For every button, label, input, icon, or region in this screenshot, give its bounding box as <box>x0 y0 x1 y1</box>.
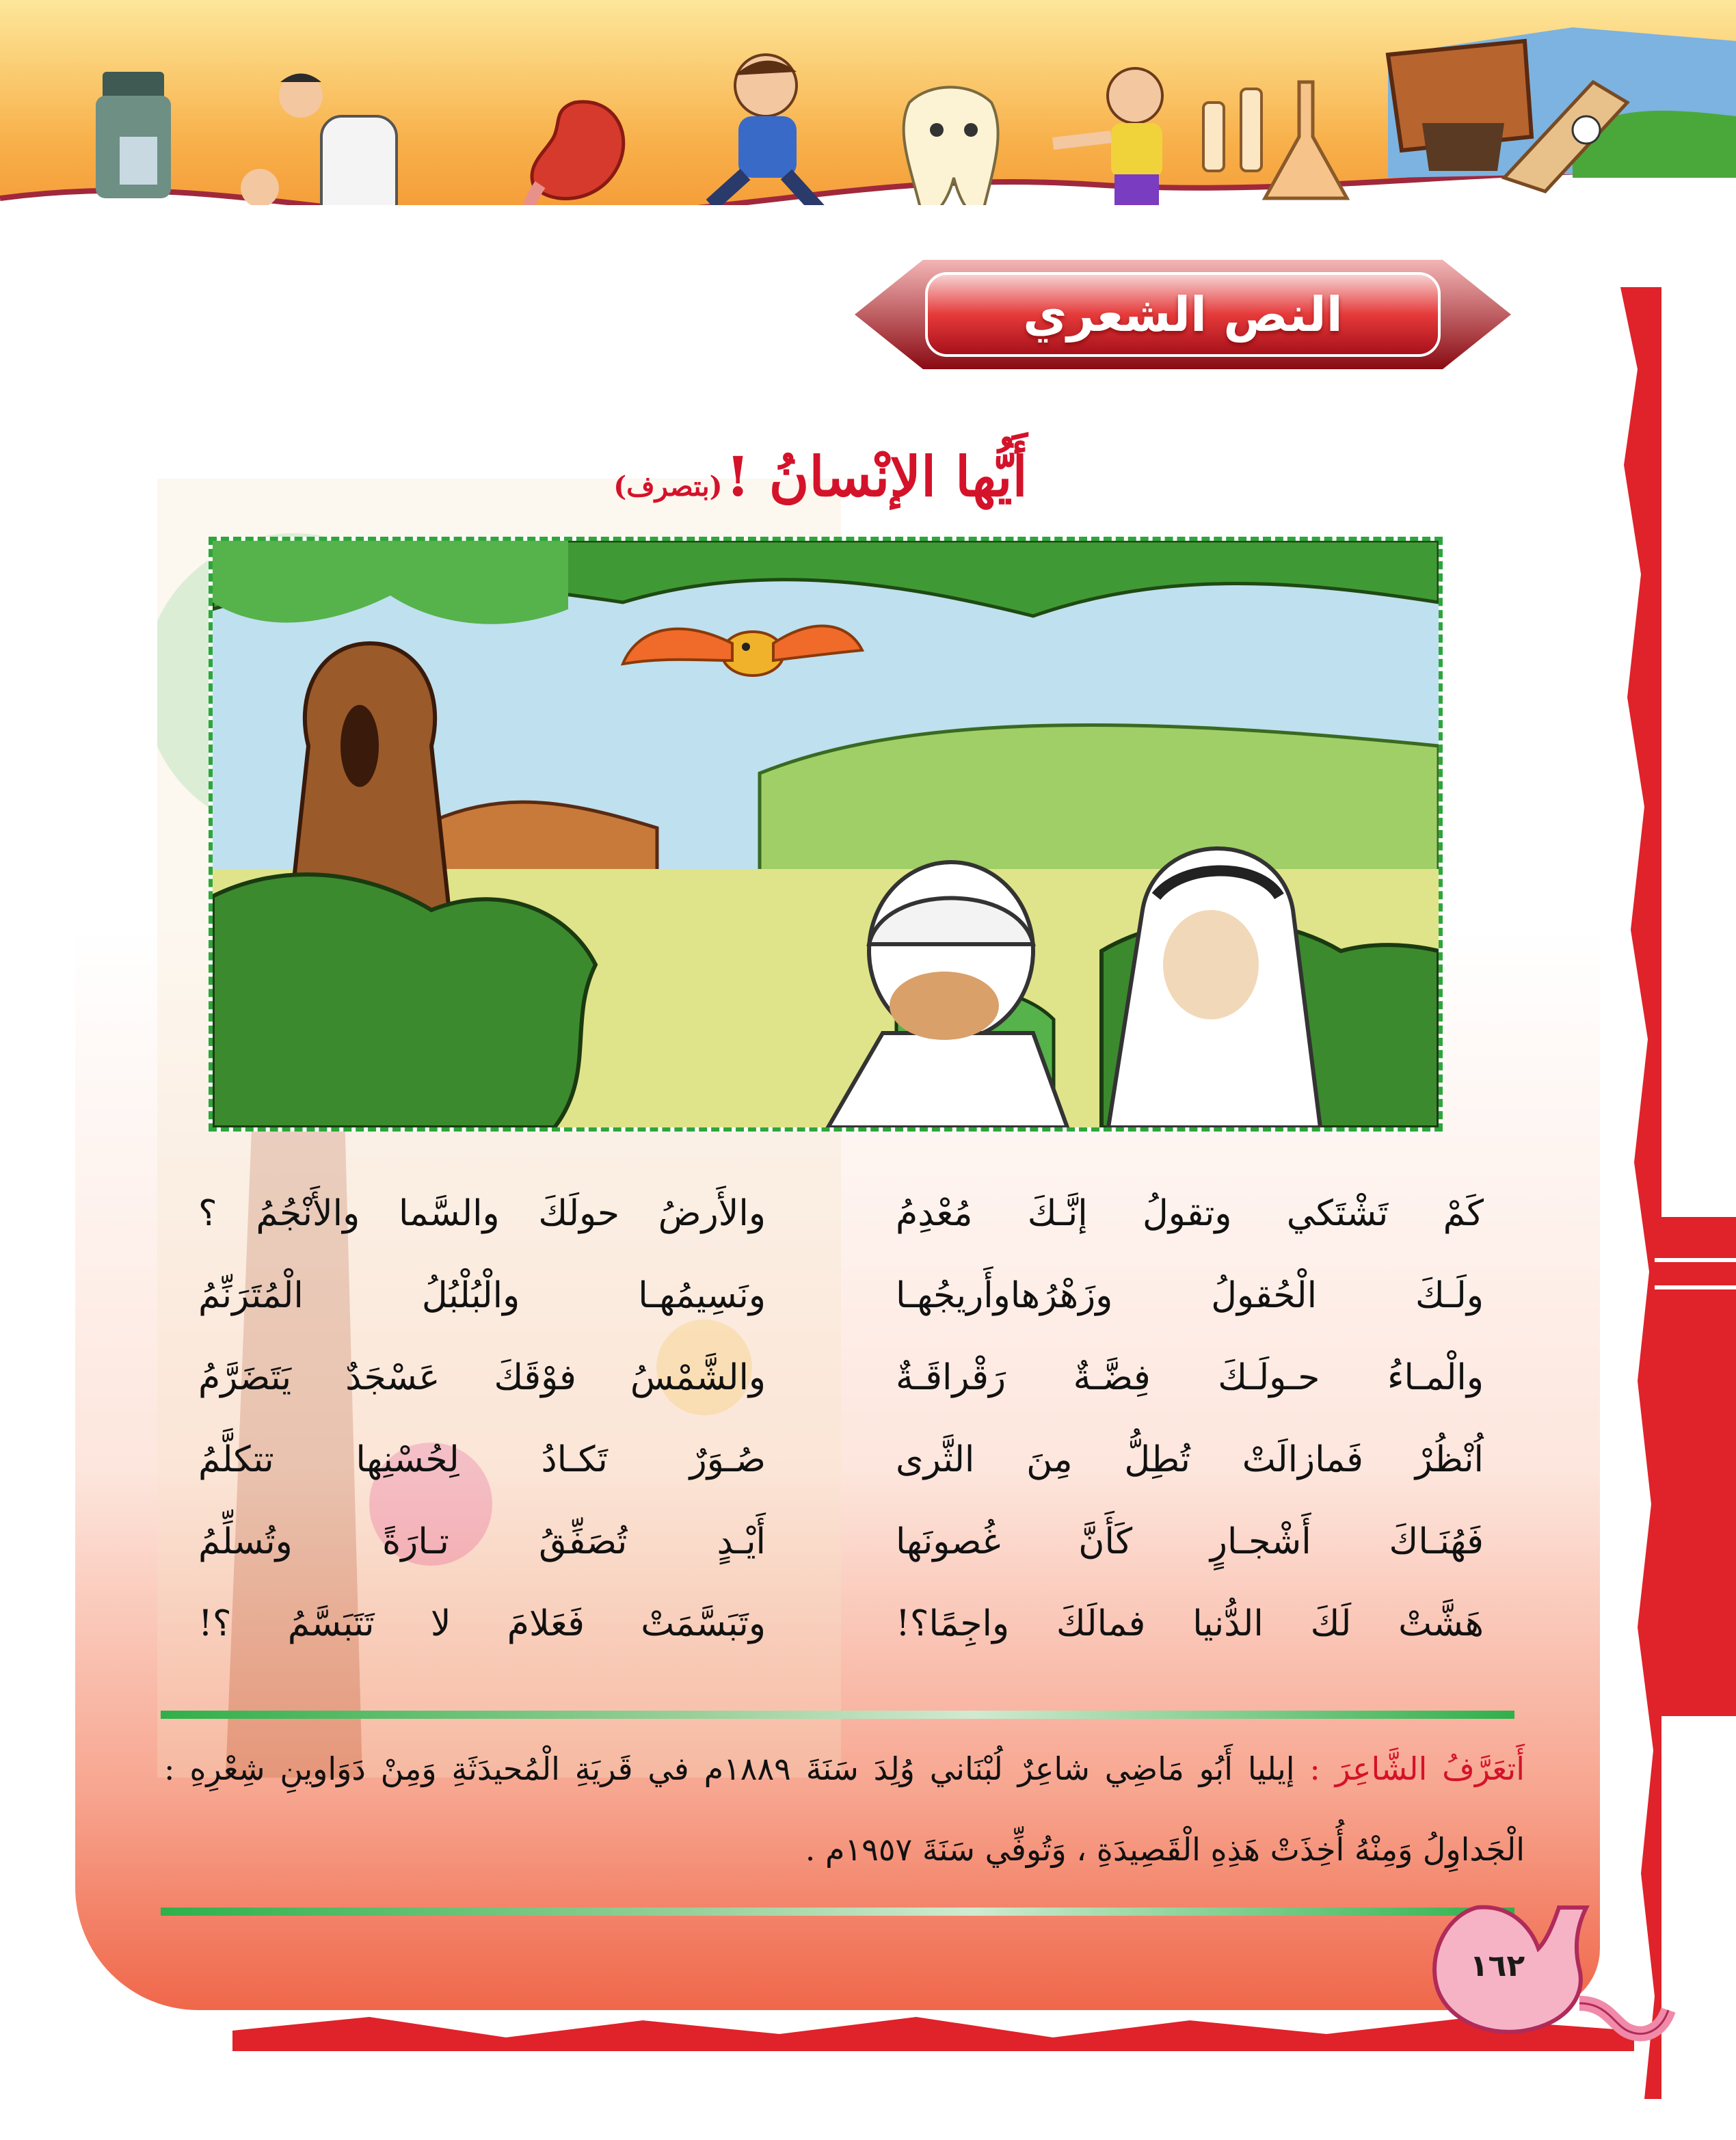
verse-1-second-hemistich: والأَرضُ حولَكَ والسَّما والأَنْجُمُ ؟ <box>198 1193 766 1234</box>
page-number-badge <box>1408 1887 1682 2065</box>
verse-6-second-hemistich: وتَبَسَّمَتْ فَعَلامَ لا تَتَبَسَّمُ ؟! <box>198 1603 766 1644</box>
verse-2-second-hemistich: ونَسِيمُهـا والْبُلْبُلُ الْمُتَرَنِّمُ <box>198 1275 766 1316</box>
poem-title-note: (بتصرف) <box>613 470 723 503</box>
side-red-tab <box>1655 1217 1736 1716</box>
poet-bio <box>164 1728 1525 1899</box>
page-number: ١٦٢ <box>1469 1949 1525 1983</box>
verse-2-first-hemistich: ولَـكَ الْحُقولُ وزَهْرُهاوأَريجُهـا <box>896 1275 1484 1316</box>
poet-bio-text: إيليا أَبُو مَاضِي شاعِرٌ لُبْنَاني وُلِدَ سَنَةَ ١٨٨٩م في قَريَةِ الْمُحيدَثَةِ وَمِنْ دَوَاوينِ شِعْرِهِ : الْجَداوِلُ وَمِنْهُ أُخِذَتْ هَذِهِ الْقَصِيدَةِ ، وَتُوفِّي سَنَةَ ١٩٥٧م . <box>164 1750 1525 1868</box>
verse-3-second-hemistich: والشَّمْسُ فوْقَكَ عَسْجَدٌ يَتَضَرَّمُ <box>198 1357 766 1398</box>
poem-verses <box>198 1176 1484 1668</box>
poet-bio-label: أَتعَرَّفُ الشَّاعِرَ : <box>1309 1750 1525 1787</box>
poem-title-main: أَيُّها الإنْسانُ ! <box>725 444 1028 509</box>
verse-4-second-hemistich: صُـوَرٌ تَكـادُ لِحُسْنِها تتكلَّمُ <box>198 1439 766 1480</box>
park-scene-image <box>213 541 1439 1127</box>
poem-illustration <box>209 537 1443 1132</box>
bio-top-rule <box>161 1711 1514 1719</box>
verse-4-first-hemistich: اُنْظُرْ فَمازالَتْ تُطِلُّ مِنَ الثَّرى <box>896 1439 1484 1480</box>
section-title-badge <box>834 246 1532 383</box>
red-edge-strip <box>1607 287 1661 2099</box>
poem-title <box>479 444 1162 509</box>
running-boy-icon <box>711 55 820 212</box>
lab-glassware-icon <box>1203 82 1347 198</box>
verse-5-first-hemistich: فَهُنَـاكَ أَشْجـارٍ كَأَنَّ غُصونَها <box>896 1521 1484 1562</box>
verse-6-first-hemistich: هَشَّتْ لَكَ الدُّنيا فمالَكَ واجِمًا؟! <box>896 1603 1484 1644</box>
verse-1-first-hemistich: كَمْ تَشْتَكي وتقولُ إنَّـكَ مُعْدِمُ <box>896 1193 1484 1234</box>
verse-5-second-hemistich: أَيْـدٍ تُصَفِّقُ تـارَةً وتُسلِّمُ <box>198 1521 766 1562</box>
verse-3-first-hemistich: والْمـاءُ حـولَـكَ فِضَّـةٌ رَقْراقَـةٌ <box>896 1357 1484 1398</box>
bio-bottom-rule <box>161 1908 1514 1916</box>
section-title: النص الشعري <box>1023 286 1343 343</box>
landscape-scene-icon <box>1388 27 1736 191</box>
medicine-bottle-icon <box>96 72 171 198</box>
